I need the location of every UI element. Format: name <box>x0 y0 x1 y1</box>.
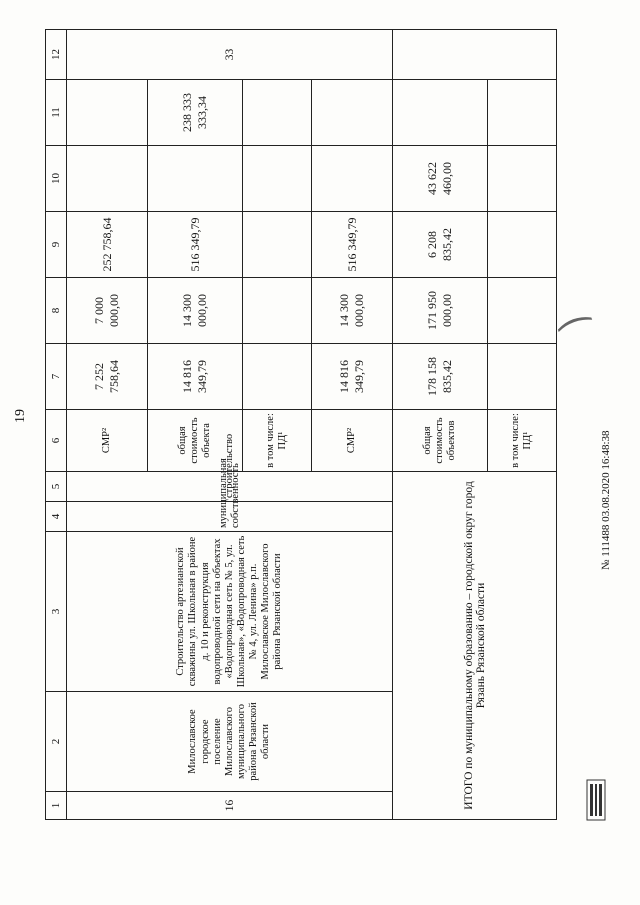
value-cell <box>488 344 557 410</box>
data-table <box>45 29 557 820</box>
table-row <box>67 30 148 820</box>
value-cell: 14 300 000,00 <box>311 278 392 344</box>
value-cell: 7 000 000,00 <box>67 278 148 344</box>
row-number: 16 <box>67 792 393 820</box>
value-cell <box>393 80 488 146</box>
value-cell <box>148 146 243 212</box>
value-cell <box>488 146 557 212</box>
value-cell <box>243 146 312 212</box>
page-number: 19 <box>13 409 28 423</box>
sub-label: общая стоимость объекта <box>148 410 243 472</box>
value-cell <box>311 80 392 146</box>
col-num: 7 <box>46 344 67 410</box>
total-row <box>393 30 488 820</box>
total-label: ИТОГО по муниципальному образованию – городской округ город Рязань Рязанской области <box>393 472 557 820</box>
value-cell: 516 349,79 <box>311 212 392 278</box>
value-cell: 7 252 758,64 <box>67 344 148 410</box>
value-cell: 252 758,64 <box>67 212 148 278</box>
col-num: 11 <box>46 80 67 146</box>
value-cell: 178 158 835,42 <box>393 344 488 410</box>
sub-label: общая стоимость объектов <box>393 410 488 472</box>
value-cell <box>311 146 392 212</box>
value-cell: 171 950 000,00 <box>393 278 488 344</box>
col-num: 3 <box>46 532 67 692</box>
col-num: 4 <box>46 502 67 532</box>
col-num: 8 <box>46 278 67 344</box>
value-cell: 238 333 333,34 <box>148 80 243 146</box>
value-cell <box>393 30 557 80</box>
col-num: 2 <box>46 692 67 792</box>
col-num: 9 <box>46 212 67 278</box>
value-cell: 14 816 349,79 <box>311 344 392 410</box>
ownership-cell: муниципальная собственность <box>67 502 393 532</box>
value-cell: 14 300 000,00 <box>148 278 243 344</box>
value-cell <box>243 278 312 344</box>
value-cell <box>243 344 312 410</box>
sub-label: в том числе: ПД¹ <box>243 410 312 472</box>
value-cell <box>488 278 557 344</box>
value-cell <box>488 80 557 146</box>
col-num: 12 <box>46 30 67 80</box>
work-type-cell: строительство <box>67 472 393 502</box>
handwritten-signature: ⁀ <box>558 314 604 369</box>
sub-label: СМР² <box>311 410 392 472</box>
value-cell <box>243 212 312 278</box>
value-cell <box>67 146 148 212</box>
object-cell: Строительство артезианской скважины ул. Школьная в районе д. 10 и реконструкция водопроводной сети на объектах «Водопроводная сеть № 5, ул. Школьная», «Водопроводная сеть № 4, ул. Ленина» р.п. Милославское Милославского района Рязанской области <box>67 532 393 692</box>
column-number-row <box>46 30 67 820</box>
value-cell: 33 <box>67 30 393 80</box>
document-table-area <box>45 30 557 820</box>
sub-label: в том числе: ПД¹ <box>488 410 557 472</box>
col-num: 6 <box>46 410 67 472</box>
value-cell: 43 622 460,00 <box>393 146 488 212</box>
value-cell: 6 208 835,42 <box>393 212 488 278</box>
value-cell <box>67 80 148 146</box>
value-cell <box>243 80 312 146</box>
municipality-cell: Милославское городское поселение Милославского муниципального района Рязанской области <box>67 692 393 792</box>
barcode-stamp-icon <box>585 778 607 822</box>
col-num: 5 <box>46 472 67 502</box>
col-num: 10 <box>46 146 67 212</box>
value-cell <box>488 212 557 278</box>
document-footer: № 111488 03.08.2020 16:48:38 <box>600 430 612 570</box>
value-cell: 516 349,79 <box>148 212 243 278</box>
col-num: 1 <box>46 792 67 820</box>
value-cell: 14 816 349,79 <box>148 344 243 410</box>
sub-label: СМР² <box>67 410 148 472</box>
